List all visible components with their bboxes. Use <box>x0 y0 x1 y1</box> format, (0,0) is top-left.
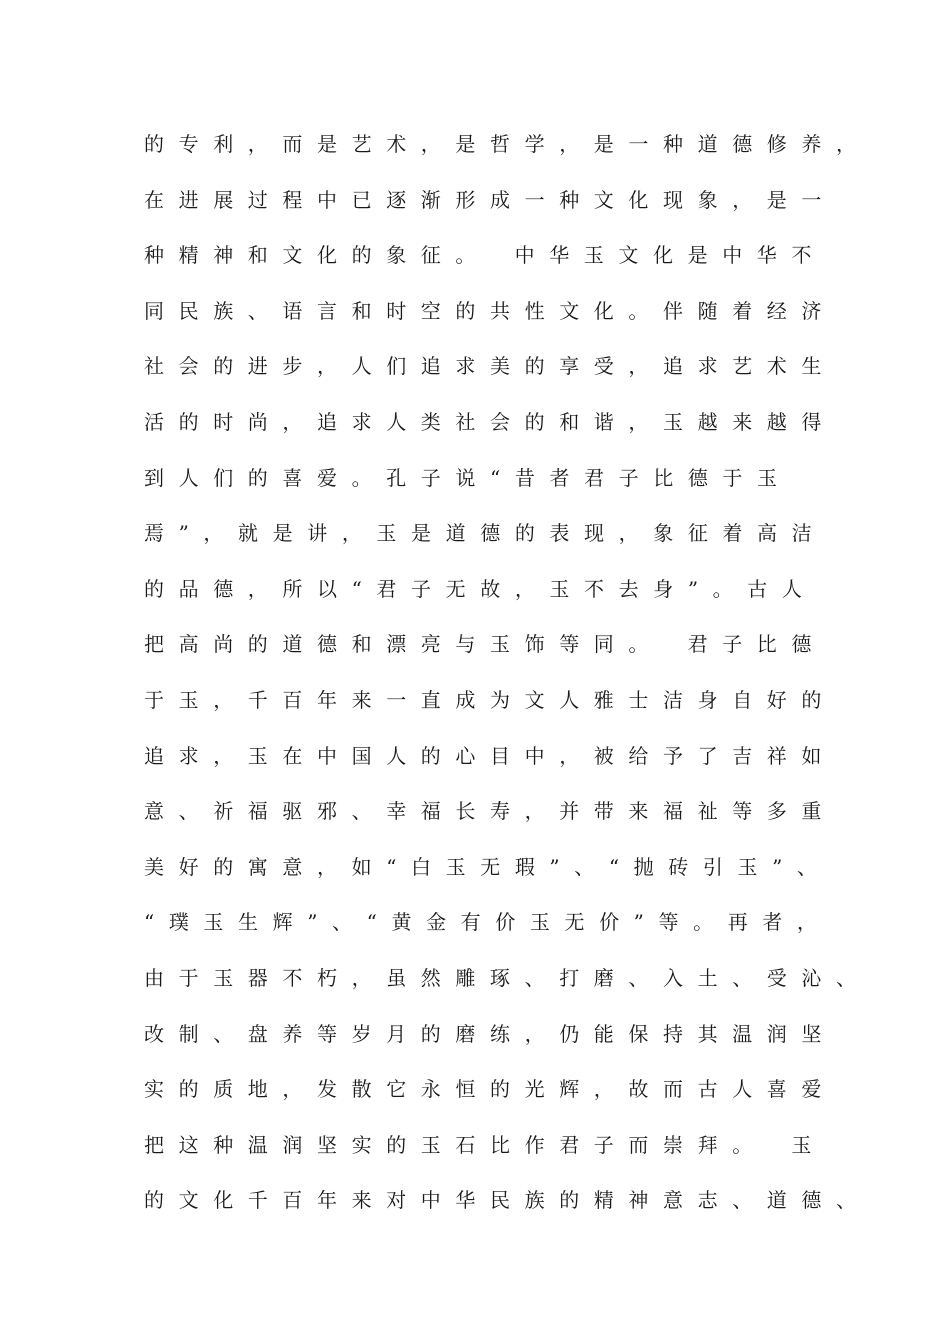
text-line: 于玉，千百年来一直成为文人雅士洁身自好的 <box>144 687 836 712</box>
text-line: 社会的进步，人们追求美的享受，追求艺术生 <box>144 354 836 379</box>
text-line: 同民族、语言和时空的共性文化。伴随着经济 <box>144 298 836 323</box>
text-line: 的品德，所以“君子无故，玉不去身”。古人 <box>144 576 817 601</box>
text-line: 活的时尚，追求人类社会的和谐，玉越来越得 <box>144 409 836 434</box>
text-line: 的文化千百年来对中华民族的精神意志、道德、 <box>144 1188 871 1213</box>
text-line: 的专利，而是艺术，是哲学，是一种道德修养， <box>144 132 871 156</box>
text-line: 到人们的喜爱。孔子说“昔者君子比德于玉 <box>144 465 792 490</box>
text-line: 把高尚的道德和漂亮与玉饰等同。 君子比德 <box>144 632 826 657</box>
text-line: 美好的寓意，如“白玉无瑕”、“抛砖引玉”、 <box>144 854 832 879</box>
body-text <box>144 128 871 1240</box>
text-line: 意、祈福驱邪、幸福长寿，并带来福祉等多重 <box>144 799 836 824</box>
text-line: 由于玉器不朽，虽然雕琢、打磨、入土、受沁、 <box>144 965 871 990</box>
text-line: 实的质地，发散它永恒的光辉，故而古人喜爱 <box>144 1077 836 1102</box>
text-line: 把这种温润坚实的玉石比作君子而崇拜。 玉 <box>144 1132 826 1157</box>
text-line: 改制、盘养等岁月的磨练，仍能保持其温润坚 <box>144 1021 836 1046</box>
text-line: 追求，玉在中国人的心目中，被给予了吉祥如 <box>144 743 836 768</box>
text-line: 种精神和文化的象征。 中华玉文化是中华不 <box>144 243 826 268</box>
text-line: 焉”，就是讲，玉是道德的表现，象征着高洁 <box>144 521 827 546</box>
text-line: 在进展过程中已逐渐形成一种文化现象，是一 <box>144 187 836 212</box>
text-line: “璞玉生辉”、“黄金有价玉无价”等。再者， <box>144 910 832 935</box>
